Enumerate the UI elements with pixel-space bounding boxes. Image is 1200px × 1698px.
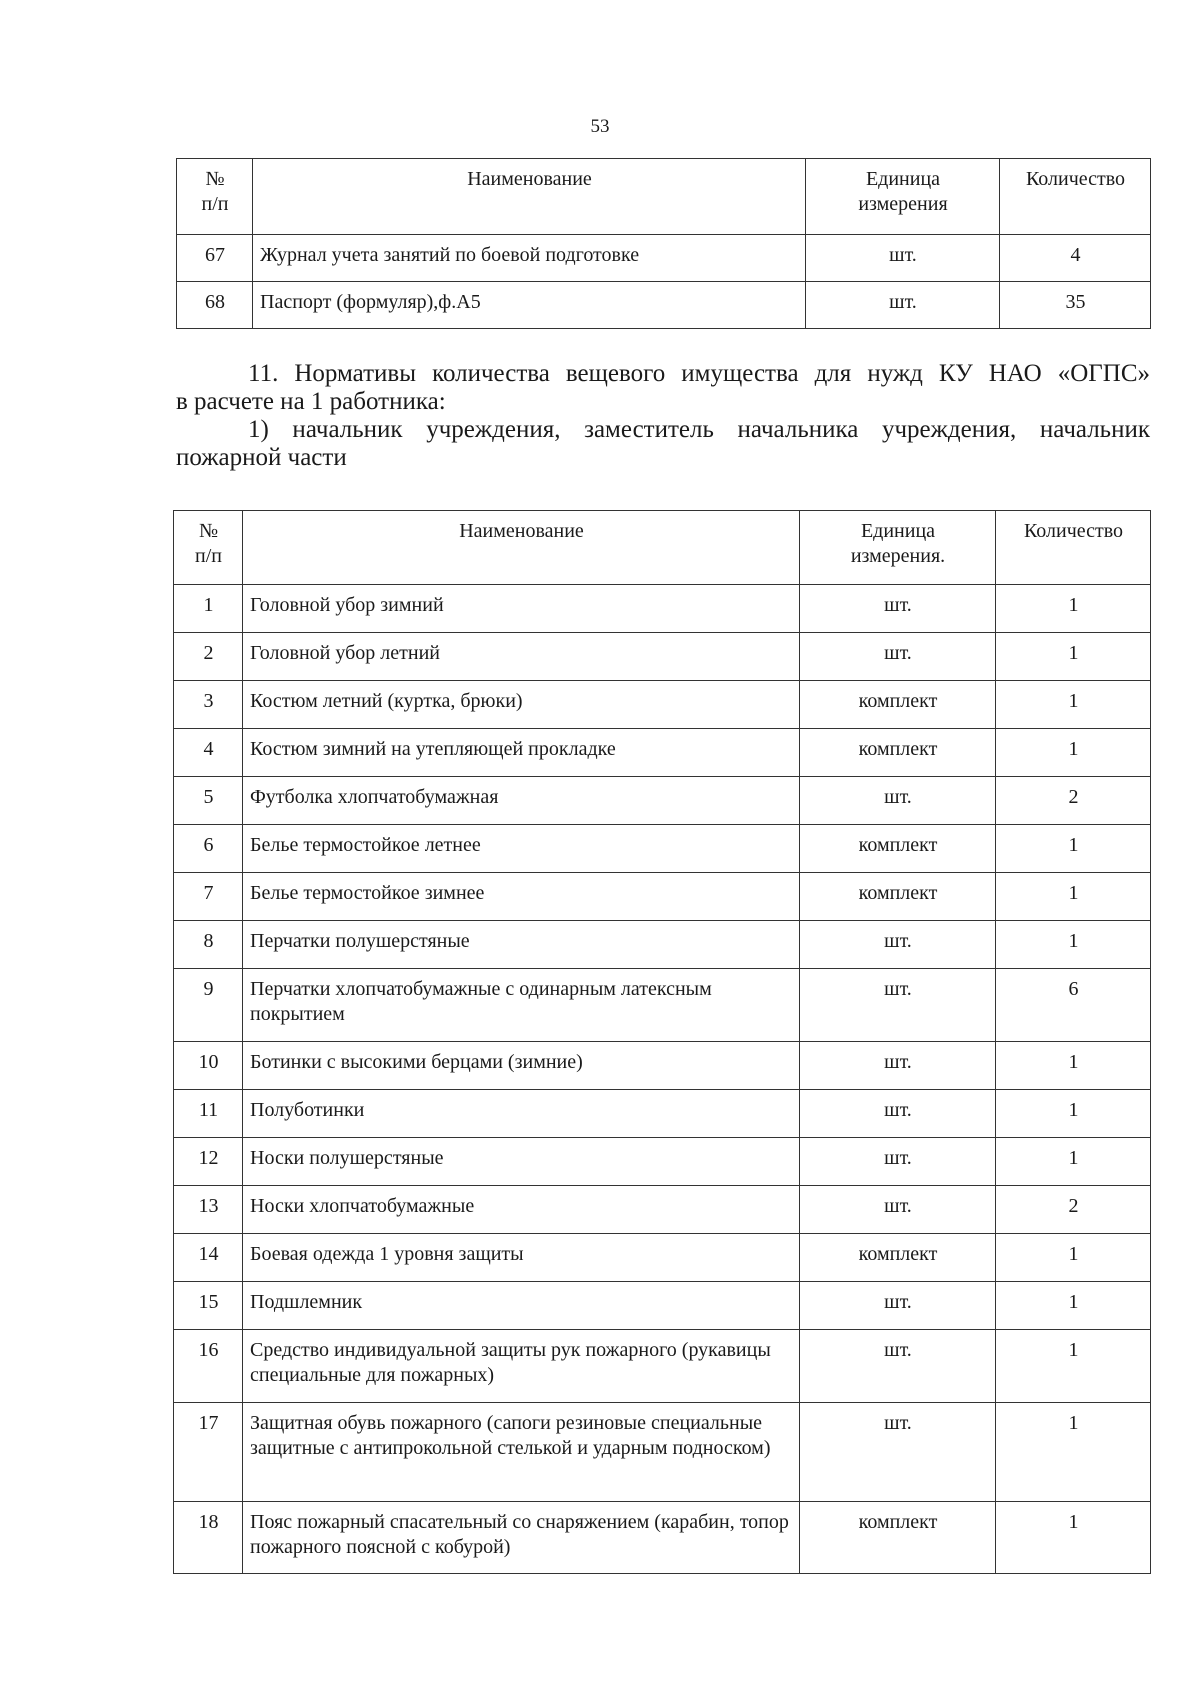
cell-name: Белье термостойкое летнее (243, 825, 800, 873)
cell-qty: 1 (996, 825, 1151, 873)
cell-unit: комплект (800, 873, 996, 921)
page-number: 53 (590, 116, 610, 137)
cell-num: 10 (174, 1042, 243, 1090)
table-main (173, 510, 1151, 1574)
table-row (174, 825, 1151, 873)
table-row (174, 1090, 1151, 1138)
table-row (174, 681, 1151, 729)
table-row (174, 1042, 1151, 1090)
table-header-row (177, 159, 1151, 235)
cell-num: 1 (174, 585, 243, 633)
cell-num: 14 (174, 1234, 243, 1282)
cell-qty: 1 (996, 633, 1151, 681)
cell-num: 9 (174, 969, 243, 1042)
cell-unit: шт. (800, 969, 996, 1042)
table-top (176, 158, 1151, 329)
header-num: № п/п (174, 511, 243, 585)
cell-qty: 1 (996, 1502, 1151, 1574)
cell-num: 17 (174, 1403, 243, 1502)
cell-name: Костюм зимний на утепляющей прокладке (243, 729, 800, 777)
cell-name: Паспорт (формуляр),ф.А5 (253, 282, 806, 329)
cell-num: 4 (174, 729, 243, 777)
cell-name: Полуботинки (243, 1090, 800, 1138)
cell-qty: 1 (996, 873, 1151, 921)
cell-name: Носки хлопчатобумажные (243, 1186, 800, 1234)
cell-num: 6 (174, 825, 243, 873)
cell-qty: 1 (996, 729, 1151, 777)
cell-name: Ботинки с высокими берцами (зимние) (243, 1042, 800, 1090)
table-row (174, 1138, 1151, 1186)
subheading-line-2: пожарной части (176, 444, 347, 471)
header-num: № п/п (177, 159, 253, 235)
cell-unit: шт. (800, 633, 996, 681)
table-row (174, 1330, 1151, 1403)
cell-unit: шт. (800, 1186, 996, 1234)
cell-unit: комплект (800, 729, 996, 777)
header-name: Наименование (253, 159, 806, 235)
cell-num: 8 (174, 921, 243, 969)
cell-num: 18 (174, 1502, 243, 1574)
table-top-body (177, 159, 1151, 329)
cell-unit: комплект (800, 1502, 996, 1574)
table-row (174, 633, 1151, 681)
cell-num: 15 (174, 1282, 243, 1330)
cell-name: Головной убор зимний (243, 585, 800, 633)
cell-qty: 1 (996, 1282, 1151, 1330)
header-unit: Единица измерения (806, 159, 1000, 235)
cell-qty: 35 (1000, 282, 1151, 329)
cell-num: 2 (174, 633, 243, 681)
table-main-body (174, 511, 1151, 1574)
cell-name: Пояс пожарный спасательный со снаряжением (карабин, топор пожарного поясной с кобурой) (243, 1502, 800, 1574)
cell-unit: шт. (800, 1403, 996, 1502)
cell-num: 16 (174, 1330, 243, 1403)
cell-name: Костюм летний (куртка, брюки) (243, 681, 800, 729)
cell-name: Боевая одежда 1 уровня защиты (243, 1234, 800, 1282)
cell-unit: комплект (800, 681, 996, 729)
cell-name: Средство индивидуальной защиты рук пожарного (рукавицы специальные для пожарных) (243, 1330, 800, 1403)
cell-qty: 2 (996, 1186, 1151, 1234)
header-unit: Единица измерения. (800, 511, 996, 585)
cell-qty: 1 (996, 1403, 1151, 1502)
table-row (174, 1502, 1151, 1574)
cell-unit: комплект (800, 1234, 996, 1282)
table-row (177, 235, 1151, 282)
cell-unit: шт. (800, 1042, 996, 1090)
cell-num: 3 (174, 681, 243, 729)
table-row (177, 282, 1151, 329)
cell-qty: 1 (996, 921, 1151, 969)
header-name: Наименование (243, 511, 800, 585)
cell-qty: 2 (996, 777, 1151, 825)
cell-num: 5 (174, 777, 243, 825)
cell-unit: шт. (800, 1090, 996, 1138)
cell-num: 12 (174, 1138, 243, 1186)
cell-unit: комплект (800, 825, 996, 873)
cell-qty: 1 (996, 681, 1151, 729)
table-row (174, 1186, 1151, 1234)
table-row (174, 969, 1151, 1042)
cell-name: Белье термостойкое зимнее (243, 873, 800, 921)
cell-qty: 4 (1000, 235, 1151, 282)
table-row (174, 777, 1151, 825)
header-qty: Количество (1000, 159, 1151, 235)
cell-name: Перчатки хлопчатобумажные с одинарным латексным покрытием (243, 969, 800, 1042)
table-row (174, 873, 1151, 921)
cell-unit: шт. (800, 921, 996, 969)
table-row (174, 729, 1151, 777)
table-row (174, 1234, 1151, 1282)
cell-num: 68 (177, 282, 253, 329)
table-header-row (174, 511, 1151, 585)
cell-num: 13 (174, 1186, 243, 1234)
cell-qty: 1 (996, 1138, 1151, 1186)
table-row (174, 585, 1151, 633)
cell-qty: 1 (996, 1330, 1151, 1403)
cell-qty: 1 (996, 1234, 1151, 1282)
heading-line-2: в расчете на 1 работника: (176, 388, 446, 415)
cell-qty: 1 (996, 1090, 1151, 1138)
cell-num: 7 (174, 873, 243, 921)
cell-name: Головной убор летний (243, 633, 800, 681)
cell-unit: шт. (800, 1330, 996, 1403)
cell-unit: шт. (800, 585, 996, 633)
table-row (174, 921, 1151, 969)
table-row (174, 1282, 1151, 1330)
cell-qty: 1 (996, 585, 1151, 633)
cell-name: Подшлемник (243, 1282, 800, 1330)
heading-line-1: 11. Нормативы количества вещевого имущества для нужд КУ НАО «ОГПС» (248, 360, 1150, 387)
cell-unit: шт. (806, 235, 1000, 282)
cell-name: Футболка хлопчатобумажная (243, 777, 800, 825)
cell-unit: шт. (806, 282, 1000, 329)
cell-name: Журнал учета занятий по боевой подготовке (253, 235, 806, 282)
cell-qty: 1 (996, 1042, 1151, 1090)
cell-unit: шт. (800, 1138, 996, 1186)
table-row (174, 1403, 1151, 1502)
cell-unit: шт. (800, 777, 996, 825)
cell-num: 67 (177, 235, 253, 282)
cell-name: Защитная обувь пожарного (сапоги резиновые специальные защитные с антипрокольной стелькой и ударным подноском) (243, 1403, 800, 1502)
cell-name: Перчатки полушерстяные (243, 921, 800, 969)
cell-qty: 6 (996, 969, 1151, 1042)
cell-name: Носки полушерстяные (243, 1138, 800, 1186)
header-qty: Количество (996, 511, 1151, 585)
cell-unit: шт. (800, 1282, 996, 1330)
section-heading (176, 360, 1150, 472)
subheading-line-1: 1) начальник учреждения, заместитель начальника учреждения, начальник (248, 416, 1150, 443)
cell-num: 11 (174, 1090, 243, 1138)
